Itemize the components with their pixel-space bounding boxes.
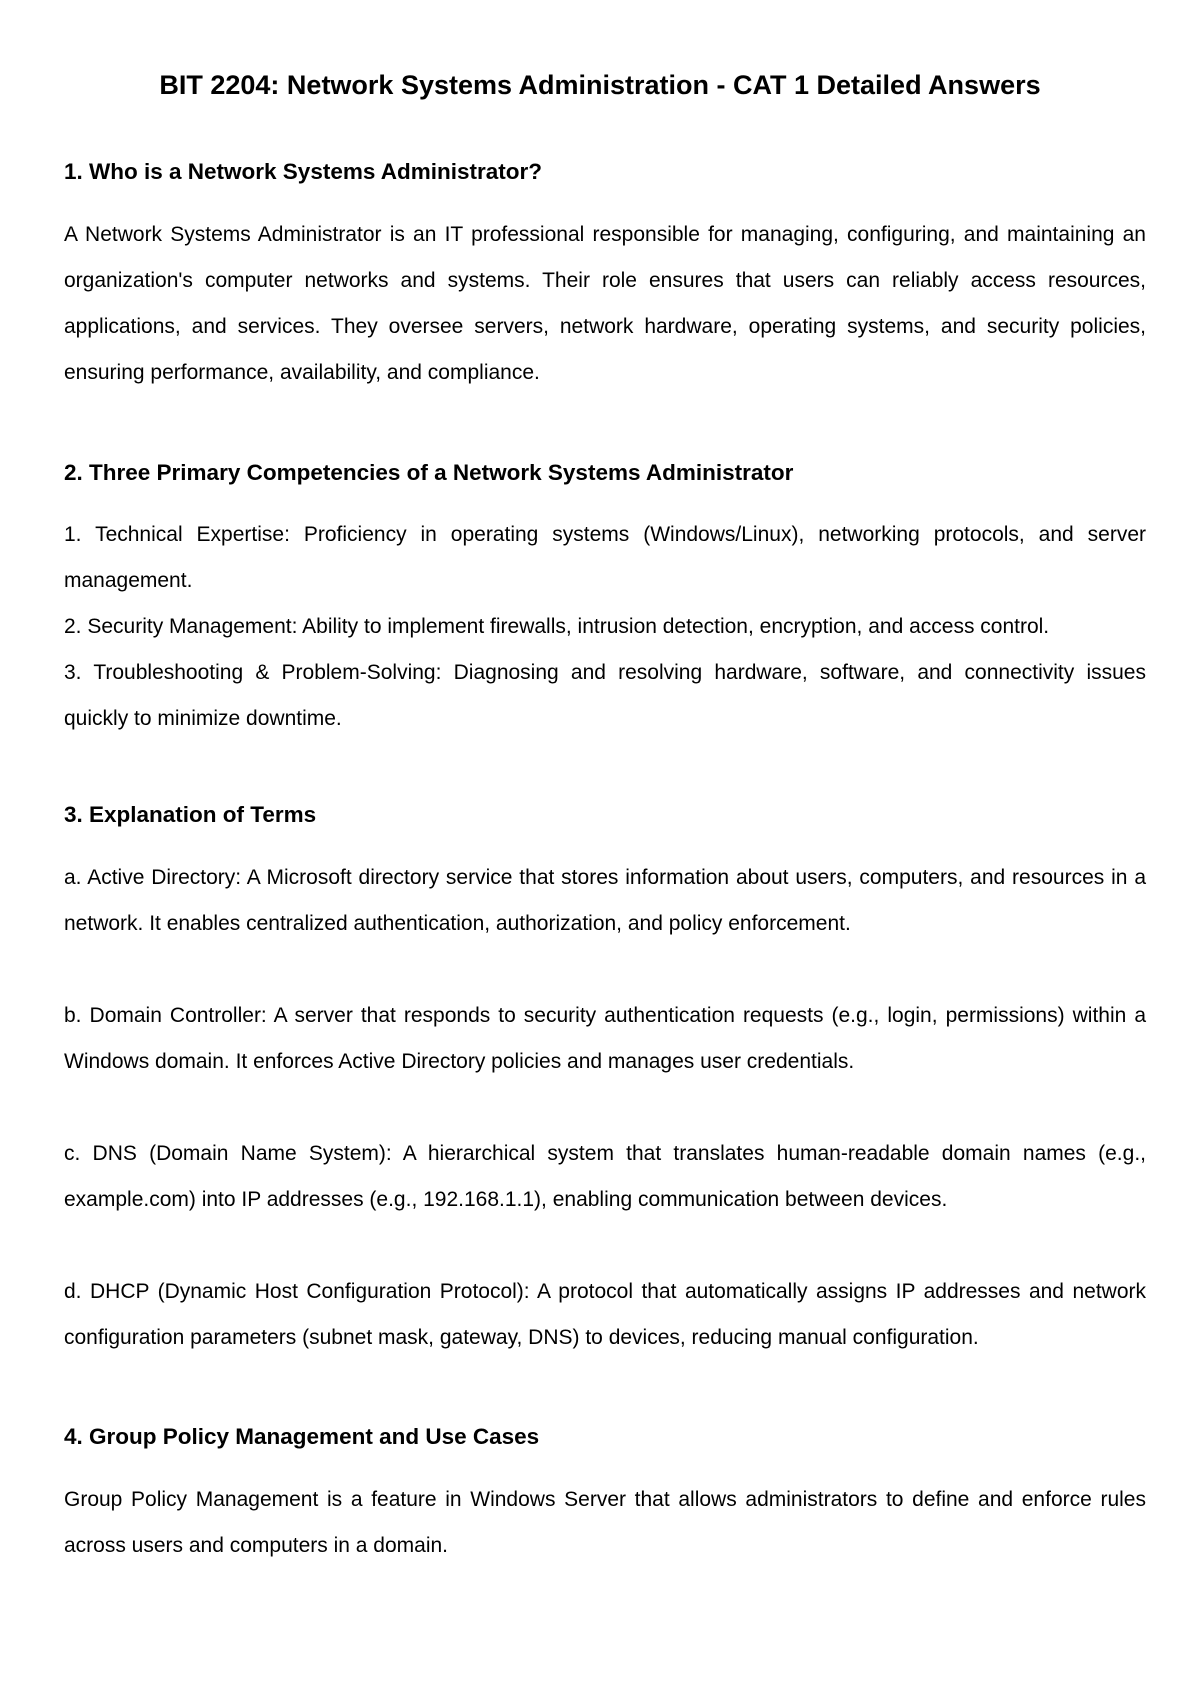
section-1-paragraph: A Network Systems Administrator is an IT professional responsible for managing, configuring, and maintaining an organization's computer networks and systems. Their role ensures that users can reliably access resources, applications, and services. They oversee servers, network hardware, operating systems, and security policies, ensuring performance, availability, and compliance.	[64, 223, 1146, 384]
section-3-heading: 3. Explanation of Terms	[64, 802, 317, 827]
competency-item-1: 1. Technical Expertise: Proficiency in operating systems (Windows/Linux), networking protocols, and server management.	[64, 523, 1146, 592]
competency-item-2: 2. Security Management: Ability to implement firewalls, intrusion detection, encryption, and access control.	[64, 615, 1050, 638]
document-title: BIT 2204: Network Systems Administration - CAT 1 Detailed Answers	[159, 70, 1041, 100]
section-4-paragraph: Group Policy Management is a feature in Windows Server that allows administrators to define and enforce rules across users and computers in a domain.	[64, 1488, 1146, 1557]
section-4-heading: 4. Group Policy Management and Use Cases	[64, 1424, 540, 1449]
term-dns: c. DNS (Domain Name System): A hierarchical system that translates human-readable domain names (e.g., example.com) into IP addresses (e.g., 192.168.1.1), enabling communication between devices.	[64, 1142, 1146, 1211]
term-active-directory: a. Active Directory: A Microsoft directory service that stores information about users, computers, and resources in a network. It enables centralized authentication, authorization, and policy enforcement.	[64, 866, 1146, 935]
section-2-heading: 2. Three Primary Competencies of a Network Systems Administrator	[64, 460, 794, 485]
term-domain-controller: b. Domain Controller: A server that responds to security authentication requests (e.g., login, permissions) within a Windows domain. It enforces Active Directory policies and manages user credentials.	[64, 1004, 1146, 1073]
section-1-heading: 1. Who is a Network Systems Administrator?	[64, 159, 543, 184]
term-dhcp: d. DHCP (Dynamic Host Configuration Protocol): A protocol that automatically assigns IP addresses and network configuration parameters (subnet mask, gateway, DNS) to devices, reducing manual configuration.	[64, 1280, 1146, 1349]
competency-item-3: 3. Troubleshooting & Problem-Solving: Diagnosing and resolving hardware, software, and connectivity issues quickly to minimize downtime.	[64, 661, 1146, 730]
